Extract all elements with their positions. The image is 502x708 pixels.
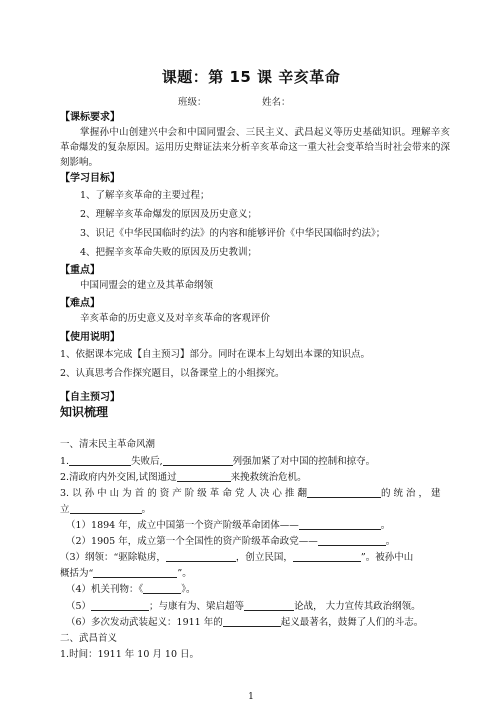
name-label: 姓名： [262, 97, 291, 108]
blank-field[interactable] [91, 599, 149, 611]
usage-item: 2、认真思考合作探究题目，以备课堂上的小组探究。 [60, 368, 285, 379]
key-section [60, 263, 450, 293]
preview-heading: 【自主预习】 [60, 392, 120, 403]
blank-field[interactable] [163, 454, 233, 466]
blank-field[interactable] [223, 615, 281, 627]
part2-line-1: 1.时间：1911 年 10 月 10 日。 [60, 649, 200, 660]
class-label: 班级： [178, 97, 207, 108]
blank-field[interactable] [244, 599, 294, 611]
blank-field[interactable] [299, 518, 381, 530]
outline-line-2: 2.清政府内外交困,试图通过 来挽救统治危机。 [60, 472, 307, 483]
outline-line-1: 1. 失败后, 列强加紧了对中国的控制和掠夺。 [60, 456, 376, 467]
blank-field[interactable] [318, 534, 386, 546]
outline-sub-5: （5） ；与康有为、梁启超等 论战， 大力宣传其政治纲领。 [66, 601, 421, 612]
blank-field[interactable] [166, 550, 236, 562]
standard-section [60, 110, 450, 170]
blank-field[interactable] [143, 582, 181, 594]
knowledge-heading: 知识梳理 [60, 405, 109, 419]
part2-title: 二、武昌首义 [60, 633, 118, 644]
outline-line-3: 3. 以 孙 中 山 为 首 的 资 产 阶 级 革 命 党 人 决 心 推 翻 的 统 治 ， 建 [60, 488, 441, 499]
usage-heading: 【使用说明】 [60, 332, 120, 343]
standard-heading: 【课标要求】 [60, 112, 120, 123]
outline-sub-2: （2）1905 年，成立第一个全国性的资产阶级革命政党—— 。 [66, 536, 396, 547]
goal-item: 3、识记《中华民国临时约法》的内容和能够评价《中华民国临时约法》； [80, 228, 386, 239]
key-text: 中国同盟会的建立及其革命纲领 [80, 280, 214, 291]
page-number: 1 [248, 692, 254, 702]
outline-sub-4: （4）机关刊物：《 》。 [66, 584, 196, 595]
outline-line-3-cont: 立 。 [60, 504, 152, 515]
difficult-section [60, 296, 450, 326]
outline-sub-3-cont: 概括为“ ”。 [60, 568, 192, 579]
blank-field[interactable] [293, 550, 361, 562]
difficult-text: 辛亥革命的历史意义及对辛亥革命的客观评价 [80, 313, 271, 324]
goal-item: 1、了解辛亥革命的主要过程； [80, 190, 210, 201]
blank-field[interactable] [307, 486, 381, 498]
outline-sub-6: （6）多次发动武装起义：1911 年的 起义最著名，鼓舞了人们的斗志。 [66, 617, 424, 628]
usage-section [60, 330, 450, 383]
blank-field[interactable] [177, 470, 231, 482]
outline-sub-3: （3）纲领：“驱除鞑虏， ，创立民国， ”。被孙中山 [60, 552, 414, 563]
blank-field[interactable] [69, 454, 131, 466]
difficult-heading: 【难点】 [60, 298, 100, 309]
blank-field[interactable] [70, 502, 142, 514]
goal-item: 2、理解辛亥革命爆发的原因及历史意义； [80, 209, 258, 220]
goals-section [60, 171, 450, 262]
usage-item: 1、依据课本完成【自主预习】部分。同时在课本上勾划出本课的知识点。 [60, 349, 371, 360]
blank-field[interactable] [93, 566, 177, 578]
part1-title: 一、清末民主革命风潮 [60, 439, 156, 450]
outline-sub-1: （1）1894 年，成立中国第一个资产阶级革命团体—— 。 [66, 520, 391, 531]
goal-item: 4、把握辛亥革命失败的原因及历史教训； [80, 247, 258, 258]
standard-text: 掌握孙中山创建兴中会和中国同盟会、三民主义、武昌起义等历史基础知识。理解辛亥革命爆发的复杂原因。运用历史辩证法来分析辛亥革命这一重大社会变革给当时社会带来的深刻影响。 [60, 127, 450, 168]
page-title: 课题：第 15 课 辛亥革命 [161, 68, 341, 86]
key-heading: 【重点】 [60, 265, 100, 276]
goals-heading: 【学习目标】 [60, 173, 120, 184]
preview-section [60, 390, 450, 420]
